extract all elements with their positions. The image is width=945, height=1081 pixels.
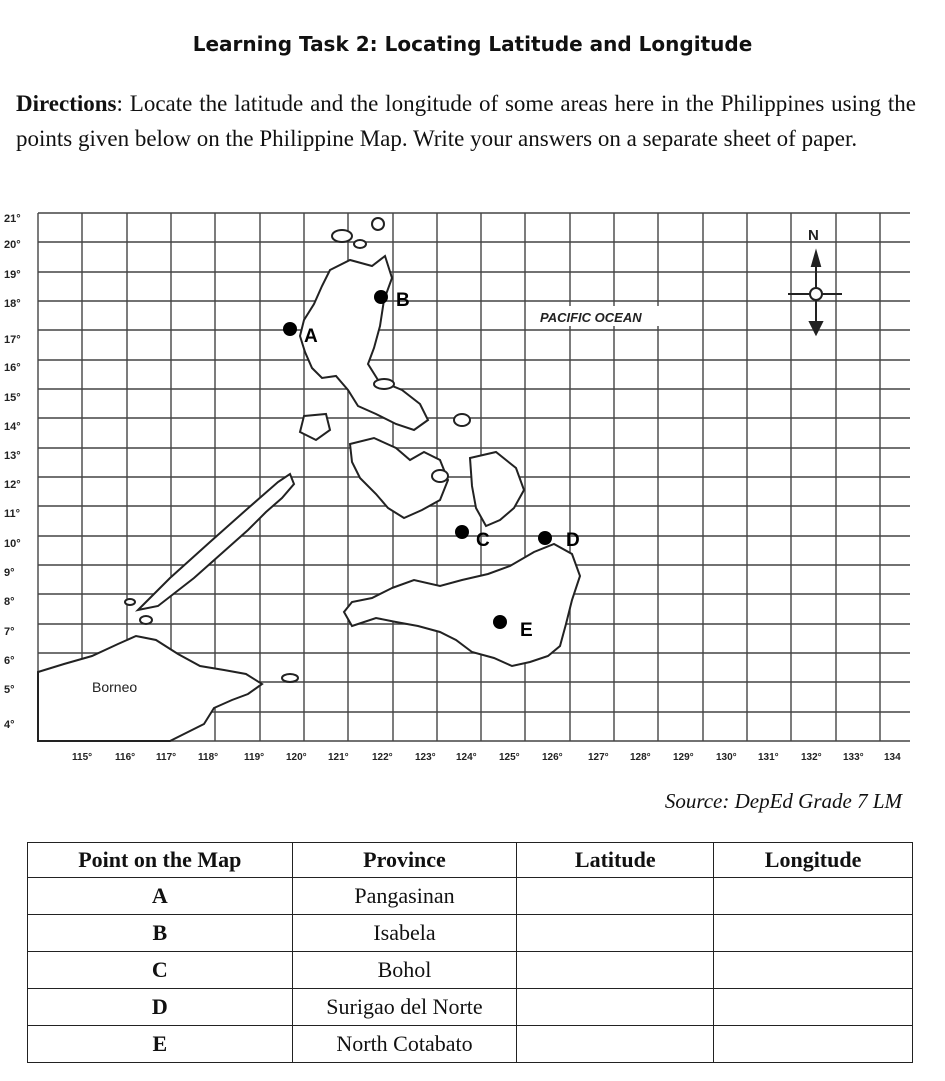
table-row — [28, 989, 913, 1026]
cell-latitude — [517, 1026, 714, 1063]
lon-label: 131° — [758, 752, 779, 763]
map-point-e-label: E — [520, 620, 533, 641]
map-point-a-label: A — [304, 326, 318, 347]
lon-label: 129° — [673, 752, 694, 763]
lat-label: 7° — [4, 626, 15, 638]
luzon-outline — [300, 256, 428, 430]
cell-longitude — [714, 952, 913, 989]
compass-rose-icon — [788, 252, 842, 334]
lat-label: 5° — [4, 684, 15, 696]
lon-label: 126° — [542, 752, 563, 763]
lat-label: 8° — [4, 596, 15, 608]
cell-longitude — [714, 915, 913, 952]
source-caption: Source: DepEd Grade 7 LM — [664, 789, 902, 813]
lat-label: 18° — [4, 298, 21, 310]
cell-latitude — [517, 878, 714, 915]
lat-label: 15° — [4, 392, 21, 404]
lat-label: 10° — [4, 538, 21, 550]
lon-label: 116° — [115, 752, 136, 763]
lon-label: 133° — [843, 752, 864, 763]
cell-latitude — [517, 952, 714, 989]
cell-province: Surigao del Norte — [292, 989, 517, 1026]
lon-label: 123° — [415, 752, 436, 763]
cell-point: B — [28, 915, 293, 952]
table-header-row — [28, 843, 913, 878]
table-row — [28, 1026, 913, 1063]
lon-label: 132° — [801, 752, 822, 763]
cell-province: Isabela — [292, 915, 517, 952]
palawan-outline — [138, 474, 294, 610]
lon-label: 125° — [499, 752, 520, 763]
lon-label: 121° — [328, 752, 349, 763]
lon-label: 118° — [198, 752, 219, 763]
map-point-e — [493, 615, 507, 629]
lon-label: 119° — [244, 752, 265, 763]
cell-point: E — [28, 1026, 293, 1063]
cell-province: Pangasinan — [292, 878, 517, 915]
lon-label: 122° — [372, 752, 393, 763]
table-row — [28, 952, 913, 989]
compass-north-label: N — [808, 227, 819, 244]
answer-table — [27, 842, 913, 1063]
lat-label: 20° — [4, 239, 21, 251]
borneo-label: Borneo — [92, 679, 138, 695]
lon-label: 124° — [456, 752, 477, 763]
land-outlines — [38, 218, 580, 741]
lat-label: 19° — [4, 269, 21, 281]
lat-label: 17° — [4, 334, 21, 346]
samar-leyte-outline — [470, 452, 524, 526]
lon-label: 127° — [588, 752, 609, 763]
cell-point: A — [28, 878, 293, 915]
philippine-map — [0, 208, 945, 768]
lon-label: 115° — [72, 752, 93, 763]
cell-province: Bohol — [292, 952, 517, 989]
header-point: Point on the Map — [28, 843, 293, 878]
header-longitude: Longitude — [714, 843, 913, 878]
cell-province: North Cotabato — [292, 1026, 517, 1063]
map-point-b — [374, 290, 388, 304]
directions-text: : Locate the latitude and the longitude of some areas here in the Philippines using the points given below on the Philippine Map. Write your answers on a separate sheet of paper. — [16, 91, 916, 151]
cell-longitude — [714, 989, 913, 1026]
mindanao-outline — [344, 544, 580, 666]
directions-label: Directions — [16, 91, 117, 116]
header-province: Province — [292, 843, 517, 878]
cell-longitude — [714, 1026, 913, 1063]
lat-label: 11° — [4, 508, 21, 520]
lat-label: 21° — [4, 213, 21, 225]
cell-latitude — [517, 915, 714, 952]
cell-point: C — [28, 952, 293, 989]
map-point-d-label: D — [566, 530, 580, 551]
lat-label: 6° — [4, 655, 15, 667]
lat-label: 9° — [4, 567, 15, 579]
lat-label: 16° — [4, 362, 21, 374]
page-title: Learning Task 2: Locating Latitude and Longitude — [192, 32, 753, 56]
lat-label: 12° — [4, 479, 21, 491]
lon-label: 128° — [630, 752, 651, 763]
ocean-label: PACIFIC OCEAN — [540, 310, 642, 325]
lat-label: 14° — [4, 421, 21, 433]
map-point-c — [455, 525, 469, 539]
cell-point: D — [28, 989, 293, 1026]
borneo-outline — [38, 636, 262, 741]
table-row — [28, 878, 913, 915]
map-point-c-label: C — [476, 530, 490, 551]
table-row — [28, 915, 913, 952]
lon-label: 130° — [716, 752, 737, 763]
header-latitude: Latitude — [517, 843, 714, 878]
directions-paragraph — [16, 86, 916, 156]
lon-label: 117° — [156, 752, 177, 763]
cell-longitude — [714, 878, 913, 915]
map-point-a — [283, 322, 297, 336]
lon-label: 134 — [884, 752, 901, 763]
lat-label: 13° — [4, 450, 21, 462]
lat-label: 4° — [4, 719, 15, 731]
map-point-b-label: B — [396, 290, 410, 311]
map-point-d — [538, 531, 552, 545]
cell-latitude — [517, 989, 714, 1026]
lon-label: 120° — [286, 752, 307, 763]
